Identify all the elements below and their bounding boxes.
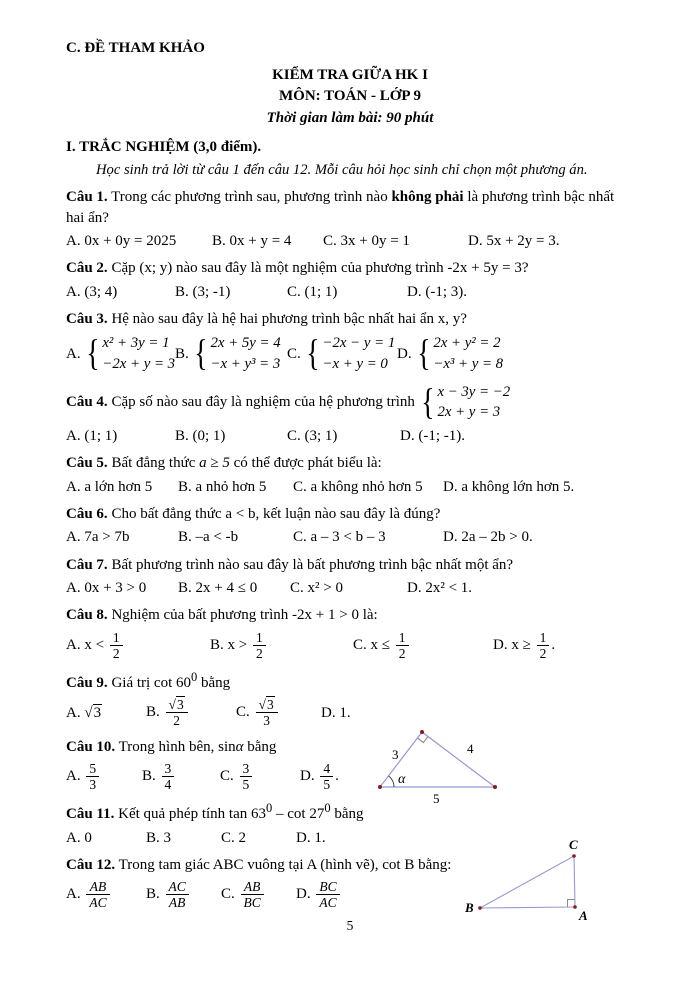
equation: −x³ + y = 8	[433, 356, 504, 373]
option-text: (0; 1)	[192, 428, 226, 445]
option-letter: D.	[493, 636, 508, 653]
option-c	[236, 696, 321, 729]
option-text: a không nhỏ hơn 5	[310, 478, 423, 495]
option-letter: C.	[220, 768, 234, 785]
option-c	[293, 527, 443, 547]
question-text: Bất phương trình nào sau đây là bất phương trình bậc nhất một ẩn?	[111, 556, 514, 573]
option-letter: A.	[66, 233, 81, 250]
question-1	[66, 187, 634, 251]
option-letter: B.	[178, 478, 192, 495]
section-header: C. ĐỀ THAM KHẢO	[66, 40, 205, 56]
fraction: $\frac{4}{5}$	[320, 761, 333, 792]
option-letter: B.	[178, 529, 192, 546]
question-10-text	[66, 737, 634, 757]
option-a	[66, 333, 175, 374]
option-letter: D.	[443, 529, 458, 546]
option-text: (-1; 3).	[425, 283, 467, 300]
option-letter: B.	[210, 636, 224, 653]
exam-subject: MÔN: TOÁN - LỚP 9	[279, 88, 421, 105]
question-text: Giá trị cot 60	[111, 674, 192, 691]
option-b	[146, 878, 221, 911]
fraction: $\frac{5}{3}$	[86, 761, 99, 792]
option-a	[66, 629, 210, 662]
option-b	[210, 629, 353, 662]
option-c	[323, 231, 468, 251]
option-letter: B.	[175, 283, 189, 300]
option-text: a lớn hơn 5	[84, 478, 153, 495]
options-row	[66, 231, 634, 251]
option-letter: C.	[221, 886, 235, 903]
options-row	[66, 578, 634, 598]
option-a	[66, 828, 146, 848]
option-b	[146, 696, 236, 729]
option-d	[443, 527, 634, 547]
option-a	[66, 527, 178, 547]
option-text: 3	[163, 829, 172, 846]
fraction: $\frac{AC}{AB}$	[166, 879, 189, 910]
question-text: là phương trình bậc nhất hai ẩn?	[66, 189, 615, 226]
question-label: Câu 10.	[66, 738, 116, 755]
equation-system	[304, 333, 395, 374]
option-letter: C.	[293, 529, 307, 546]
question-12	[66, 836, 634, 923]
option-text: 3x + 0y = 1	[340, 233, 410, 250]
brace-icon: {	[416, 333, 431, 375]
triangle-outline	[480, 856, 575, 908]
question-text: – cot 27	[276, 806, 325, 823]
option-b	[146, 828, 221, 848]
fraction: $\frac{1}{2}$	[110, 630, 123, 661]
option-c	[220, 760, 300, 793]
fraction: $\frac{3}{4}$	[162, 761, 175, 792]
option-text: (1; 1)	[84, 428, 118, 445]
fraction: $\frac{AB}{AC}$	[86, 879, 109, 910]
option-letter: C.	[287, 283, 301, 300]
option-text: 2a – 2b > 0.	[461, 529, 533, 546]
option-letter: D.	[321, 704, 336, 721]
option-d	[400, 426, 634, 446]
question-label: Câu 11.	[66, 806, 115, 823]
question-label: Câu 2.	[66, 260, 108, 277]
vertex-dot	[478, 906, 482, 910]
square-root: √3	[168, 697, 184, 713]
option-letter: D.	[443, 478, 458, 495]
degree-superscript: 0	[191, 669, 198, 684]
alpha-symbol: α	[235, 738, 244, 755]
vertex-label-c: C	[569, 836, 578, 852]
option-letter: D.	[468, 233, 483, 250]
option-letter: D.	[407, 283, 422, 300]
option-letter: A.	[66, 886, 81, 903]
right-angle-marker	[417, 736, 428, 742]
option-d	[407, 578, 634, 598]
option-text: –a < -b	[195, 529, 239, 546]
vertex-label-b: B	[465, 899, 474, 915]
options-row	[66, 333, 634, 374]
option-b	[212, 231, 323, 251]
option-text: 1.	[314, 829, 326, 846]
option-b	[178, 477, 293, 497]
vertex-dot	[493, 785, 497, 789]
option-c	[221, 878, 296, 911]
equation-system	[192, 333, 281, 374]
question-label: Câu 5.	[66, 455, 108, 472]
option-a	[66, 760, 142, 793]
question-label: Câu 9.	[66, 674, 108, 691]
fraction: $\frac{√3}{2}$	[166, 697, 188, 728]
option-text: 1.	[339, 704, 351, 721]
options-row	[66, 282, 634, 302]
option-b	[142, 760, 220, 793]
question-6-text	[66, 504, 634, 524]
side-label-left: 3	[392, 746, 399, 762]
option-c	[221, 828, 296, 848]
question-3	[66, 309, 634, 375]
option-letter: B.	[175, 345, 189, 362]
equation: −2x + y = 3	[102, 356, 176, 373]
option-a	[66, 878, 146, 911]
question-text: có thể được phát biểu là:	[233, 455, 382, 472]
question-label: Câu 4.	[66, 393, 108, 410]
options-row	[66, 629, 634, 662]
options-row	[66, 426, 634, 446]
option-c	[287, 333, 397, 374]
option-letter: B.	[146, 704, 160, 721]
equation: x − 3y = −2	[437, 383, 511, 400]
degree-superscript: 0	[324, 801, 331, 816]
brace-icon: {	[193, 333, 208, 375]
vertex-label-a: A	[579, 907, 588, 923]
option-text: a nhỏ hơn 5	[195, 478, 267, 495]
equation: −x + y = 0	[322, 356, 388, 373]
question-text: Kết quả phép tính tan 63	[118, 806, 266, 823]
option-letter: C.	[287, 345, 301, 362]
option-text: (-1; -1).	[418, 428, 465, 445]
option-b	[175, 282, 287, 302]
question-text: Hệ nào sau đây là hệ hai phương trình bậc nhất hai ẩn x, y?	[111, 310, 467, 327]
square-root: √3	[258, 697, 274, 713]
option-letter: B.	[175, 428, 189, 445]
option-letter: D.	[397, 345, 412, 362]
question-text: bằng	[247, 738, 277, 755]
option-letter: A.	[66, 829, 81, 846]
option-c	[287, 426, 400, 446]
vertex-dot	[572, 854, 576, 858]
option-letter: A.	[66, 704, 81, 721]
equation-system	[419, 382, 510, 423]
options-row	[66, 527, 634, 547]
question-text: bằng	[334, 806, 364, 823]
brace-icon: {	[305, 333, 320, 375]
question-5	[66, 453, 634, 497]
question-7-text	[66, 555, 634, 575]
option-letter: A.	[66, 478, 81, 495]
question-9-text	[66, 669, 634, 693]
side-label-bottom: 5	[433, 790, 440, 806]
option-letter: D.	[400, 428, 415, 445]
option-c	[353, 629, 493, 662]
exam-title: KIỂM TRA GIỮA HK I	[272, 67, 428, 83]
option-text: a không lớn hơn 5.	[461, 478, 575, 495]
option-b	[175, 426, 287, 446]
option-text: x >	[227, 636, 248, 653]
brace-icon: {	[85, 333, 100, 375]
fraction: $\frac{AB}{BC}$	[241, 879, 264, 910]
option-b	[178, 578, 290, 598]
option-text: (1; 1)	[304, 283, 338, 300]
option-letter: C.	[221, 829, 235, 846]
option-letter: A.	[66, 428, 81, 445]
option-text: x <	[84, 636, 105, 653]
option-d: D. $\frac{4}{5}$ .	[300, 760, 339, 793]
equation: 2x + y² = 2	[433, 335, 501, 352]
part-heading: I. TRẮC NGHIỆM (3,0 điểm).	[66, 138, 262, 155]
triangle-figure-q10	[372, 723, 507, 807]
question-label: Câu 3.	[66, 310, 108, 327]
option-text: 0x + y = 4	[229, 233, 292, 250]
option-text: 2x² < 1.	[425, 580, 473, 597]
option-text: x² > 0	[307, 580, 343, 597]
option-text: 0x + 3 > 0	[84, 580, 147, 597]
question-4	[66, 382, 634, 447]
option-c	[287, 282, 407, 302]
option-letter: C.	[353, 636, 367, 653]
question-7	[66, 555, 634, 599]
vertex-dot	[378, 785, 382, 789]
question-2	[66, 258, 634, 302]
option-text: 0	[84, 829, 92, 846]
question-text: Trong hình bên, sin	[118, 738, 236, 755]
option-letter: B.	[212, 233, 226, 250]
options-row	[66, 477, 634, 497]
option-letter: A.	[66, 636, 81, 653]
option-d	[321, 703, 634, 723]
equation: −2x − y = 1	[322, 335, 396, 352]
option-letter: A.	[66, 345, 81, 362]
fraction: $\frac{1}{2}$	[537, 630, 550, 661]
question-6	[66, 504, 634, 548]
question-3-text	[66, 309, 634, 329]
angle-arc	[389, 775, 395, 786]
page-number: 5	[346, 918, 354, 934]
question-text: Cặp (x; y) nào sau đây là một nghiệm của phương trình -2x + 5y = 3?	[111, 260, 529, 277]
equation-system	[84, 333, 175, 374]
option-letter: D.	[296, 829, 311, 846]
degree-superscript: 0	[266, 801, 273, 816]
question-text: Trong tam giác ABC vuông tại A (hình vẽ), cot B bằng:	[118, 856, 452, 873]
question-text: Cho bất đẳng thức a < b, kết luận nào sau đây là đúng?	[111, 506, 441, 523]
equation-system	[415, 333, 504, 374]
side-label-hypotenuse: 4	[467, 740, 474, 756]
right-triangle-figure-q12	[462, 831, 612, 929]
option-letter: C.	[293, 478, 307, 495]
question-text: Bất đẳng thức	[111, 455, 196, 472]
square-root: √3	[84, 704, 102, 721]
equation: −x + y³ = 3	[210, 356, 281, 373]
option-text: (3; -1)	[192, 283, 231, 300]
question-label: Câu 12.	[66, 856, 116, 873]
option-a	[66, 703, 146, 723]
option-letter: B.	[146, 886, 160, 903]
option-b	[175, 333, 287, 374]
option-text: 2	[238, 829, 247, 846]
option-letter: C.	[290, 580, 304, 597]
option-letter: A.	[66, 283, 81, 300]
option-letter: A.	[66, 580, 81, 597]
option-letter: C.	[287, 428, 301, 445]
question-text: Nghiệm của bất phương trình -2x + 1 > 0 là:	[111, 607, 378, 624]
question-text: Trong các phương trình sau, phương trình nào	[111, 189, 388, 206]
equation: 2x + y = 3	[437, 404, 501, 421]
option-letter: D.	[407, 580, 422, 597]
option-d	[407, 282, 634, 302]
question-label: Câu 8.	[66, 607, 108, 624]
question-label: Câu 1.	[66, 189, 108, 206]
option-letter: D.	[296, 886, 311, 903]
option-text: a – 3 < b – 3	[310, 529, 386, 546]
option-d	[443, 477, 634, 497]
option-letter: B.	[178, 580, 192, 597]
question-5-text	[66, 453, 634, 473]
fraction: $\frac{√3}{3}$	[256, 697, 278, 728]
question-10	[66, 737, 634, 806]
option-letter: B.	[146, 829, 160, 846]
question-11-text	[66, 800, 634, 824]
option-b	[178, 527, 293, 547]
vertex-dot	[420, 730, 424, 734]
question-4-text	[66, 382, 634, 423]
question-label: Câu 7.	[66, 556, 108, 573]
option-text: 5x + 2y = 3.	[486, 233, 560, 250]
options-row	[66, 760, 634, 793]
exam-duration: Thời gian làm bài: 90 phút	[266, 109, 434, 126]
question-label: Câu 6.	[66, 506, 108, 523]
fraction: $\frac{1}{2}$	[396, 630, 409, 661]
option-d	[397, 333, 634, 374]
fraction: $\frac{BC}{AC}$	[316, 879, 339, 910]
question-2-text	[66, 258, 634, 278]
fraction: $\frac{3}{5}$	[240, 761, 253, 792]
option-d: D. x ≥ $\frac{1}{2}$ .	[493, 629, 556, 661]
question-8-text	[66, 605, 634, 625]
instruction-text: Học sinh trả lời từ câu 1 đến câu 12. Mỗi câu hỏi học sinh chỉ chọn một phương án.	[96, 161, 588, 178]
option-text: 2x + 4 ≤ 0	[195, 580, 258, 597]
option-c	[293, 477, 443, 497]
option-a	[66, 282, 175, 302]
option-letter: A.	[66, 768, 81, 785]
option-text: x ≤	[370, 636, 390, 653]
option-letter: C.	[323, 233, 337, 250]
question-8	[66, 605, 634, 662]
option-d	[468, 231, 634, 251]
option-letter: B.	[142, 768, 156, 785]
option-text: (3; 1)	[304, 428, 338, 445]
option-text: (3; 4)	[84, 283, 118, 300]
option-text: 7a > 7b	[84, 529, 130, 546]
option-a	[66, 426, 175, 446]
option-text: 0x + 0y = 2025	[84, 233, 177, 250]
equation: x² + 3y = 1	[102, 335, 170, 352]
math-expression: a ≥ 5	[199, 455, 230, 472]
options-row	[66, 696, 634, 729]
option-a	[66, 231, 212, 251]
option-text: x ≥	[511, 636, 531, 653]
fraction: $\frac{1}{2}$	[253, 630, 266, 661]
brace-icon: {	[420, 381, 435, 423]
option-a	[66, 477, 178, 497]
option-letter: D.	[300, 768, 315, 785]
option-a	[66, 578, 178, 598]
equation: 2x + 5y = 4	[210, 335, 281, 352]
option-letter: A.	[66, 529, 81, 546]
option-letter: C.	[236, 704, 250, 721]
question-text: Cặp số nào sau đây là nghiệm của hệ phương trình	[111, 393, 415, 410]
angle-label: α	[398, 771, 406, 787]
question-bold-text: không phải	[391, 189, 464, 206]
option-c	[290, 578, 407, 598]
question-1-text	[66, 187, 634, 228]
question-9	[66, 669, 634, 730]
question-text: bằng	[201, 674, 231, 691]
vertex-dot	[573, 905, 577, 909]
